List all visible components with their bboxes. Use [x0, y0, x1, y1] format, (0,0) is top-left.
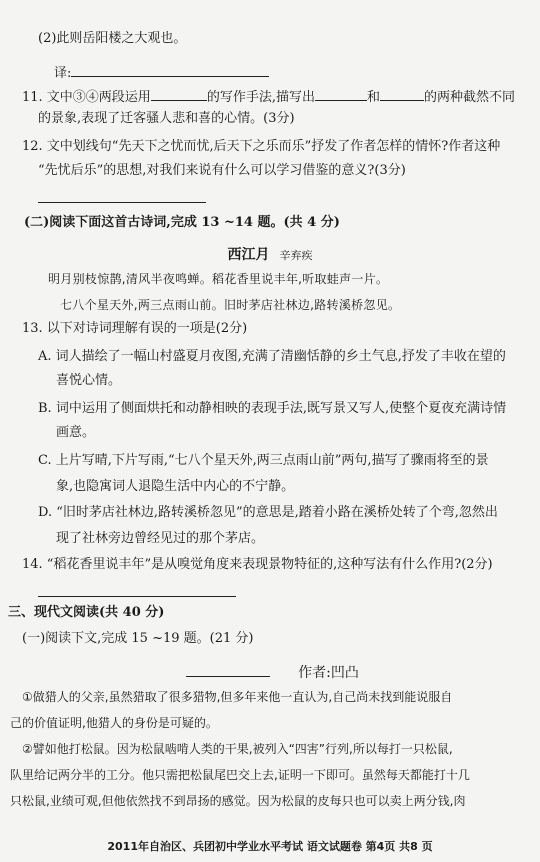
article-title-row — [186, 662, 359, 682]
article-p1-cont: 己的价值证明,他猎人的身份是可疑的。 — [10, 716, 218, 730]
article-p2-cont1: 队里给记两分半的工分。他只需把松鼠尾巴交上去,证明一下即可。虽然每天都能打十几 — [10, 768, 470, 782]
q13-option-c-cont: 象,也隐寓词人退隐生活中内心的不宁静。 — [56, 479, 295, 494]
poem-title: 西江月 辛弃疾 — [227, 247, 313, 263]
page-footer: 2011年自治区、兵团初中学业水平考试 语文试题卷 第4页 共8 页 — [107, 840, 433, 853]
q10-translate-line — [54, 62, 269, 83]
q12-line1: 12. 文中划线句“先天下之忧而忧,后天下之乐而乐”抒发了作者怎样的情怀?作者这种 — [22, 139, 501, 154]
title-blank[interactable] — [186, 662, 270, 677]
translate-label: 译: — [54, 66, 72, 81]
poem-line2: 七八个星天外,两三点雨山前。旧时茅店社林边,路转溪桥忽见。 — [60, 298, 401, 312]
section3-sub: (一)阅读下文,完成 15 ~19 题。(21 分) — [22, 631, 254, 646]
q12-answer-line[interactable] — [38, 188, 206, 209]
article-p2-cont2: 只松鼠,业绩可观,但他依然找不到昂扬的感觉。因为松鼠的皮每只也可以卖上两分钱,肉 — [10, 794, 466, 808]
q13-stem: 13. 以下对诗词理解有误的一项是(2分) — [22, 321, 248, 336]
q12-line2: “先忧后乐”的思想,对我们来说有什么可以学习借鉴的意义?(3分) — [38, 163, 406, 178]
q10-sub2: (2)此则岳阳楼之大观也。 — [38, 31, 187, 46]
q14-stem: 14. “稻花香里说丰年”是从嗅觉角度来表现景物特征的,这种写法有什么作用?(2分) — [22, 557, 493, 572]
q13-option-b: B. 词中运用了侧面烘托和动静相映的表现手法,既写景又写人,使整个夏夜充满诗情 — [38, 401, 507, 416]
answer-blank[interactable] — [71, 62, 269, 77]
answer-blank[interactable] — [38, 188, 206, 203]
poem-line1: 明月别枝惊鹊,清风半夜鸣蝉。稻花香里说丰年,听取蛙声一片。 — [48, 272, 389, 286]
q13-option-a: A. 词人描绘了一幅山村盛夏月夜图,充满了清幽恬静的乡土气息,抒发了丰收在望的 — [38, 349, 506, 364]
poem-author: 辛弃疾 — [279, 249, 313, 262]
article-p1: ①做猎人的父亲,虽然猎取了很多猎物,但多年来他一直认为,自己尚未找到能说服自 — [22, 690, 453, 704]
q13-option-d: D. “旧时茅店社林边,路转溪桥忽见”的意思是,踏着小路在溪桥处转了个弯,忽然出 — [38, 505, 498, 520]
q11-line1: 11. 文中③④两段运用 的写作手法,描写出 和 的两种截然不同 — [22, 86, 515, 107]
q11-line2: 的景象,表现了迁客骚人悲和喜的心情。(3分) — [38, 111, 295, 126]
answer-blank[interactable] — [38, 582, 236, 597]
q14-answer-line[interactable] — [38, 582, 236, 603]
q13-option-a-cont: 喜悦心情。 — [56, 373, 122, 388]
section2-heading: (二)阅读下面这首古诗词,完成 13 ~14 题。(共 4 分) — [24, 215, 340, 230]
q13-option-d-cont: 现了社林旁边曾经见过的那个茅店。 — [56, 531, 265, 546]
section3-heading: 三、现代文阅读(共 40 分) — [8, 605, 165, 620]
q13-option-b-cont: 画意。 — [56, 425, 96, 440]
answer-blank[interactable] — [315, 86, 367, 101]
answer-blank[interactable] — [151, 86, 207, 101]
answer-blank[interactable] — [380, 86, 424, 101]
article-p2: ②譬如他打松鼠。因为松鼠啮啃人类的干果,被列入“四害”行列,所以每打一只松鼠, — [22, 742, 453, 756]
article-author: 作者:凹凸 — [298, 665, 359, 681]
q13-option-c: C. 上片写晴,下片写雨,“七八个星天外,两三点雨山前”两句,描写了骤雨将至的景 — [38, 453, 489, 468]
